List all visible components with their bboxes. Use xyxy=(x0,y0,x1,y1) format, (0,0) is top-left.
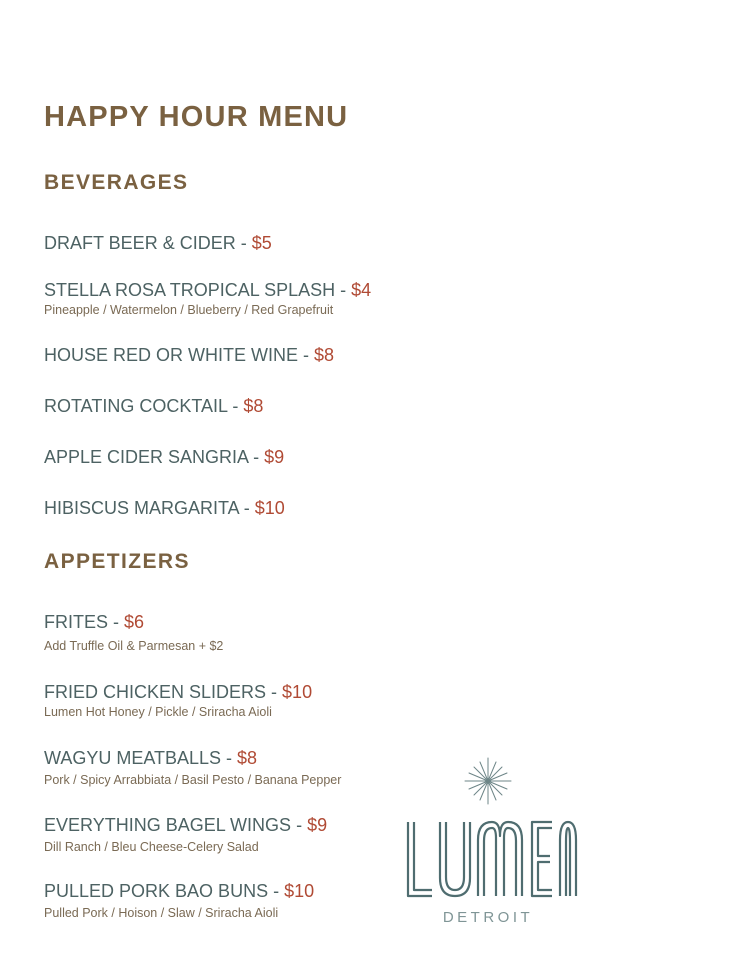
item-name: FRITES xyxy=(44,612,109,632)
item-separator: - xyxy=(335,280,352,300)
section-heading-beverages: BEVERAGES xyxy=(44,171,189,194)
item-price: $8 xyxy=(243,396,264,416)
item-separator: - xyxy=(235,233,252,253)
section-heading-appetizers: APPETIZERS xyxy=(44,550,190,573)
item-separator: - xyxy=(291,815,308,835)
item-price: $4 xyxy=(351,280,372,300)
item-separator: - xyxy=(238,498,255,518)
item-price: $5 xyxy=(251,233,272,253)
item-separator: - xyxy=(298,345,315,365)
item-separator: - xyxy=(221,748,238,768)
starburst-icon xyxy=(465,758,511,804)
item-description: Pulled Pork / Hoison / Slaw / Sriracha Aioli xyxy=(44,906,279,920)
item-price: $10 xyxy=(282,682,313,702)
item-name: PULLED PORK BAO BUNS xyxy=(44,881,269,901)
item-separator: - xyxy=(248,447,265,467)
item-name: DRAFT BEER & CIDER xyxy=(44,233,236,253)
item-separator: - xyxy=(268,881,285,901)
menu-item xyxy=(44,681,312,719)
item-name: APPLE CIDER SANGRIA xyxy=(44,447,249,467)
menu-title: HAPPY HOUR MENU xyxy=(44,101,349,133)
item-price: $9 xyxy=(264,447,285,467)
item-separator: - xyxy=(227,396,244,416)
menu-item xyxy=(44,279,371,317)
item-description: Pork / Spicy Arrabbiata / Basil Pesto / Banana Pepper xyxy=(44,773,342,787)
item-name: EVERYTHING BAGEL WINGS xyxy=(44,815,292,835)
item-price: $8 xyxy=(237,748,258,768)
menu-item xyxy=(44,497,285,519)
menu-item xyxy=(44,747,341,787)
lumen-wordmark xyxy=(408,822,576,896)
item-description: Pineapple / Watermelon / Blueberry / Red Grapefruit xyxy=(44,303,334,317)
item-price: $10 xyxy=(254,498,285,518)
item-price: $6 xyxy=(124,612,145,632)
item-price: $10 xyxy=(284,881,315,901)
menu-item xyxy=(44,880,314,920)
menu-item xyxy=(44,611,223,653)
item-name: WAGYU MEATBALLS xyxy=(44,748,222,768)
item-name: HIBISCUS MARGARITA xyxy=(44,498,239,518)
item-name: STELLA ROSA TROPICAL SPLASH xyxy=(44,280,336,300)
item-price: $8 xyxy=(314,345,335,365)
item-separator: - xyxy=(108,612,125,632)
item-description: Add Truffle Oil & Parmesan + $2 xyxy=(44,639,224,653)
menu-item xyxy=(44,232,272,254)
lumen-detroit-logo xyxy=(396,756,582,932)
menu-item xyxy=(44,395,263,417)
item-name: HOUSE RED OR WHITE WINE xyxy=(44,345,299,365)
item-description: Dill Ranch / Bleu Cheese-Celery Salad xyxy=(44,840,259,854)
menu-item xyxy=(44,814,327,854)
item-name: ROTATING COCKTAIL xyxy=(44,396,228,416)
item-name: FRIED CHICKEN SLIDERS xyxy=(44,682,267,702)
menu-item xyxy=(44,344,334,366)
item-description: Lumen Hot Honey / Pickle / Sriracha Aioli xyxy=(44,705,272,719)
logo-subtitle: DETROIT xyxy=(442,909,534,926)
item-price: $9 xyxy=(307,815,328,835)
item-separator: - xyxy=(266,682,283,702)
menu-item xyxy=(44,446,284,468)
